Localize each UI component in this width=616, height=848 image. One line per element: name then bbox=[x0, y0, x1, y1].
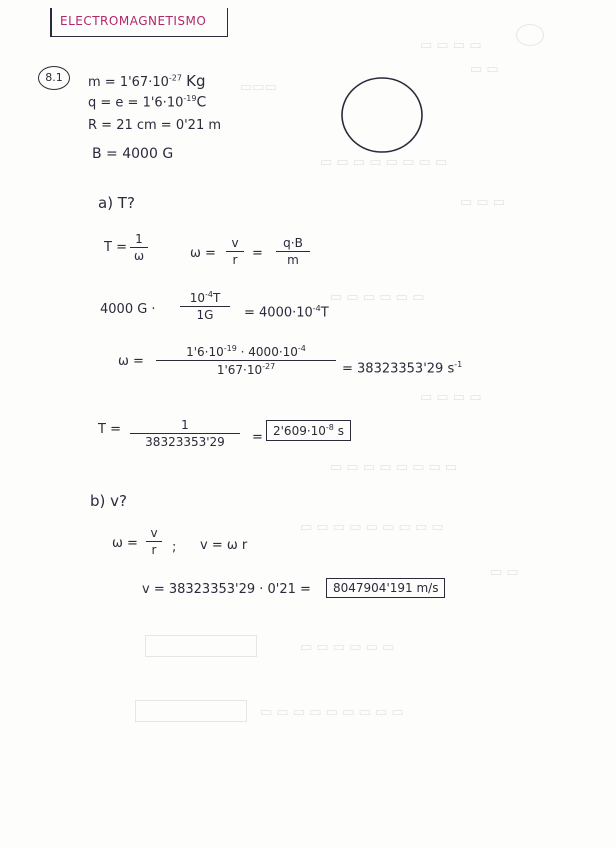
velocity-result-box: 8047904'191 m/s bbox=[326, 578, 445, 598]
given-charge: $q = e = 1'6\cdot 10^{-19}C$ bbox=[88, 94, 207, 111]
bleed-through-mark: ▭ ▭ ▭ ▭ ▭ ▭ ▭ ▭ ▭ bbox=[260, 705, 404, 720]
given-field: B = 4000 G bbox=[92, 146, 174, 162]
velocity-formula: v = ω r bbox=[200, 538, 248, 553]
part-a-label: a) T? bbox=[98, 194, 135, 212]
bleed-through-mark bbox=[135, 700, 247, 722]
part-b-omega-lhs: ω = bbox=[112, 536, 138, 551]
omega-fraction-v-r: v r bbox=[226, 236, 244, 267]
conversion-rhs: = $4000\cdot 10^{-4}T$ bbox=[244, 304, 329, 321]
equals-sign: = bbox=[252, 246, 263, 261]
period-fraction: 1 ω bbox=[130, 232, 148, 263]
period-result-box: $2'609\cdot 10^{-8}$ s bbox=[266, 420, 351, 441]
period-lhs: T = bbox=[104, 240, 127, 255]
bleed-through-mark bbox=[145, 635, 257, 657]
part-b-omega-fraction: v r bbox=[146, 526, 162, 557]
page-title: ELECTROMAGNETISMO bbox=[60, 14, 207, 28]
period-calc-lhs: T = bbox=[98, 422, 121, 437]
conversion-lhs: 4000 G · bbox=[100, 302, 156, 317]
bleed-through-mark bbox=[516, 24, 544, 46]
bleed-through-mark: ▭ ▭ bbox=[470, 62, 499, 77]
part-b-separator: ; bbox=[172, 540, 177, 555]
bleed-through-mark: ▭ ▭ ▭ ▭ ▭ ▭ ▭ ▭ ▭ bbox=[300, 520, 444, 535]
omega-fraction-qb-m: q·B m bbox=[276, 236, 310, 267]
part-b-label: b) v? bbox=[90, 492, 127, 510]
omega-lhs: ω = bbox=[190, 246, 216, 261]
conversion-fraction: $10^{-4}T$ 1G bbox=[180, 290, 230, 322]
omega-calc-result: = 38323353'29 $s^{-1}$ bbox=[342, 360, 463, 377]
omega-calc-lhs: ω = bbox=[118, 354, 144, 369]
omega-calc-fraction: $1'6\cdot 10^{-19} \cdot 4000\cdot 10^{-4}$ $1'67\cdot 10^{-27}$ bbox=[156, 344, 336, 377]
problem-number: 8.1 bbox=[38, 66, 70, 90]
circle-sketch bbox=[338, 74, 426, 156]
velocity-calc: v = 38323353'29 · 0'21 = bbox=[142, 582, 311, 597]
period-calc-equals: = bbox=[252, 430, 263, 445]
period-calc-fraction: 1 38323353'29 bbox=[130, 418, 240, 449]
given-mass: $m = 1'67\cdot 10^{-27}$ Kg bbox=[88, 72, 206, 90]
bleed-through-mark: ▭▭▭ bbox=[240, 80, 277, 95]
bleed-through-mark: ▭ ▭ ▭ ▭ ▭ ▭ bbox=[300, 640, 395, 655]
given-radius: R = 21 cm = 0'21 m bbox=[88, 118, 222, 133]
bleed-through-mark: ▭ ▭ ▭ ▭ ▭ ▭ bbox=[330, 290, 425, 305]
bleed-through-mark: ▭ ▭ ▭ ▭ bbox=[420, 38, 482, 53]
bleed-through-mark: ▭ ▭ ▭ ▭ ▭ ▭ ▭ ▭ bbox=[320, 155, 448, 170]
bleed-through-mark: ▭ ▭ ▭ ▭ bbox=[420, 390, 482, 405]
bleed-through-mark: ▭ ▭ ▭ bbox=[460, 195, 506, 210]
bleed-through-mark: ▭ ▭ ▭ ▭ ▭ ▭ ▭ ▭ bbox=[330, 460, 458, 475]
bleed-through-mark: ▭ ▭ bbox=[490, 565, 519, 580]
